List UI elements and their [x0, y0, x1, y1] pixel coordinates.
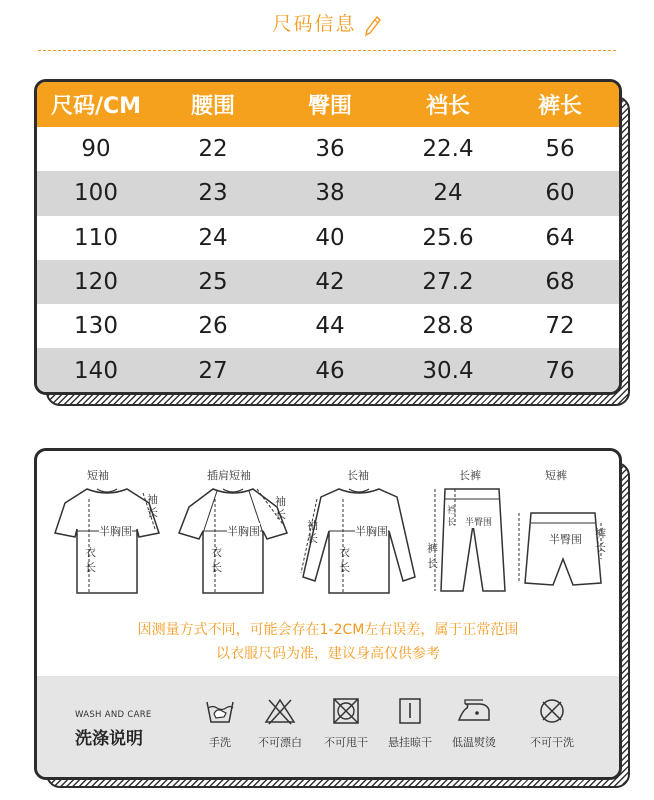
- rise-label: 裆长: [447, 506, 457, 528]
- page-header: [0, 8, 654, 44]
- care-label: 不可甩干: [324, 736, 368, 749]
- hip-label: 半臀围: [549, 533, 582, 546]
- care-item: [309, 696, 383, 750]
- table-cell: 46: [315, 357, 345, 384]
- table-cell: 120: [74, 269, 118, 296]
- column-header: 臀围: [307, 94, 352, 119]
- care-title-en: WASH AND CARE: [75, 710, 152, 720]
- column-header: 裤长: [537, 94, 582, 119]
- length-label: 裤长: [427, 542, 438, 570]
- chest-label: 半胸围: [227, 525, 260, 538]
- size-notice: 以衣服尺码为准，建议身高仅供参考: [216, 646, 440, 662]
- table-cell: 22: [198, 136, 228, 163]
- no-bleach-icon: [263, 696, 297, 726]
- table-cell: 76: [545, 357, 575, 384]
- table-cell: 68: [545, 269, 575, 296]
- table-cell: 44: [315, 313, 345, 340]
- table-cell: 28.8: [422, 313, 474, 340]
- short-sleeve-diagram: [51, 459, 163, 609]
- table-cell: 56: [545, 136, 575, 163]
- table-cell: 64: [545, 224, 575, 251]
- hang-dry-icon: [395, 696, 425, 726]
- column-header: 腰围: [190, 94, 235, 119]
- care-item: [437, 696, 511, 750]
- table-cell: 130: [74, 313, 118, 340]
- table-cell: 140: [74, 357, 118, 384]
- table-cell: 27: [198, 357, 228, 384]
- table-row: [37, 260, 619, 304]
- garment-name: 短袖: [87, 469, 109, 482]
- table-cell: 22.4: [422, 136, 474, 163]
- length-label: 裤长: [595, 527, 606, 554]
- care-item: [515, 696, 589, 750]
- care-label: 手洗: [209, 736, 231, 749]
- raglan-diagram: [173, 459, 293, 609]
- table-cell: 42: [315, 269, 345, 296]
- table-cell: 30.4: [422, 357, 474, 384]
- no-spin-dry-icon: [331, 696, 361, 726]
- care-label: 不可干洗: [530, 736, 574, 749]
- table-row: [37, 216, 619, 260]
- size-table: [34, 79, 622, 395]
- table-header: [37, 82, 619, 127]
- table-cell: 27.2: [422, 269, 474, 296]
- table-cell: 25.6: [422, 224, 474, 251]
- table-cell: 23: [198, 180, 228, 207]
- raglan-shirt-icon: [173, 473, 293, 613]
- measurement-notice: 因测量方式不同，可能会存在1-2CM左右误差，属于正常范围: [137, 622, 519, 638]
- shorts-diagram: [515, 459, 607, 609]
- care-label: 低温熨烫: [452, 736, 496, 749]
- table-row: [37, 348, 619, 392]
- long-pants-diagram: [425, 459, 509, 609]
- pencil-icon: [364, 15, 382, 37]
- no-dry-clean-icon: [537, 696, 567, 726]
- hip-label: 半臀围: [465, 515, 492, 528]
- care-label: 不可漂白: [258, 736, 302, 749]
- table-cell: 90: [81, 136, 111, 163]
- table-cell: 72: [545, 313, 575, 340]
- chest-label: 半胸围: [355, 525, 388, 538]
- hand-wash-icon: [204, 696, 236, 726]
- table-cell: 36: [315, 136, 345, 163]
- table-cell: 24: [198, 224, 228, 251]
- table-cell: 100: [74, 180, 118, 207]
- page-title: 尺码信息: [272, 13, 357, 35]
- table-cell: 38: [315, 180, 345, 207]
- length-label: 衣长: [85, 546, 96, 574]
- table-cell: 60: [545, 180, 575, 207]
- header-divider: [38, 50, 616, 51]
- table-row: [37, 171, 619, 215]
- care-item: [243, 696, 317, 750]
- sleeve-label: 袖长: [307, 519, 318, 545]
- care-title-cn: 洗涤说明: [75, 729, 143, 749]
- length-label: 衣长: [211, 546, 222, 574]
- table-cell: 25: [198, 269, 228, 296]
- garment-name: 插肩短袖: [207, 469, 251, 482]
- table-row: [37, 304, 619, 348]
- table-cell: 40: [315, 224, 345, 251]
- length-label: 衣长: [339, 546, 350, 574]
- garment-name: 长袖: [347, 469, 369, 482]
- sleeve-label: 袖长: [147, 493, 158, 519]
- low-iron-icon: [455, 696, 493, 726]
- column-header: 尺码/CM: [50, 94, 142, 119]
- table-cell: 24: [433, 180, 463, 207]
- long-sleeve-diagram: [299, 459, 419, 609]
- table-cell: 110: [74, 224, 118, 251]
- info-card: [34, 448, 622, 780]
- care-item: [373, 696, 447, 750]
- sleeve-label: 袖长: [275, 495, 286, 521]
- wash-care-section: [37, 676, 619, 777]
- table-cell: 26: [198, 313, 228, 340]
- column-header: 裆长: [425, 94, 470, 119]
- garment-name: 长裤: [459, 469, 481, 482]
- care-label: 悬挂晾干: [388, 736, 432, 749]
- garment-name: 短裤: [545, 469, 567, 482]
- table-row: [37, 127, 619, 171]
- chest-label: 半胸围: [99, 525, 132, 538]
